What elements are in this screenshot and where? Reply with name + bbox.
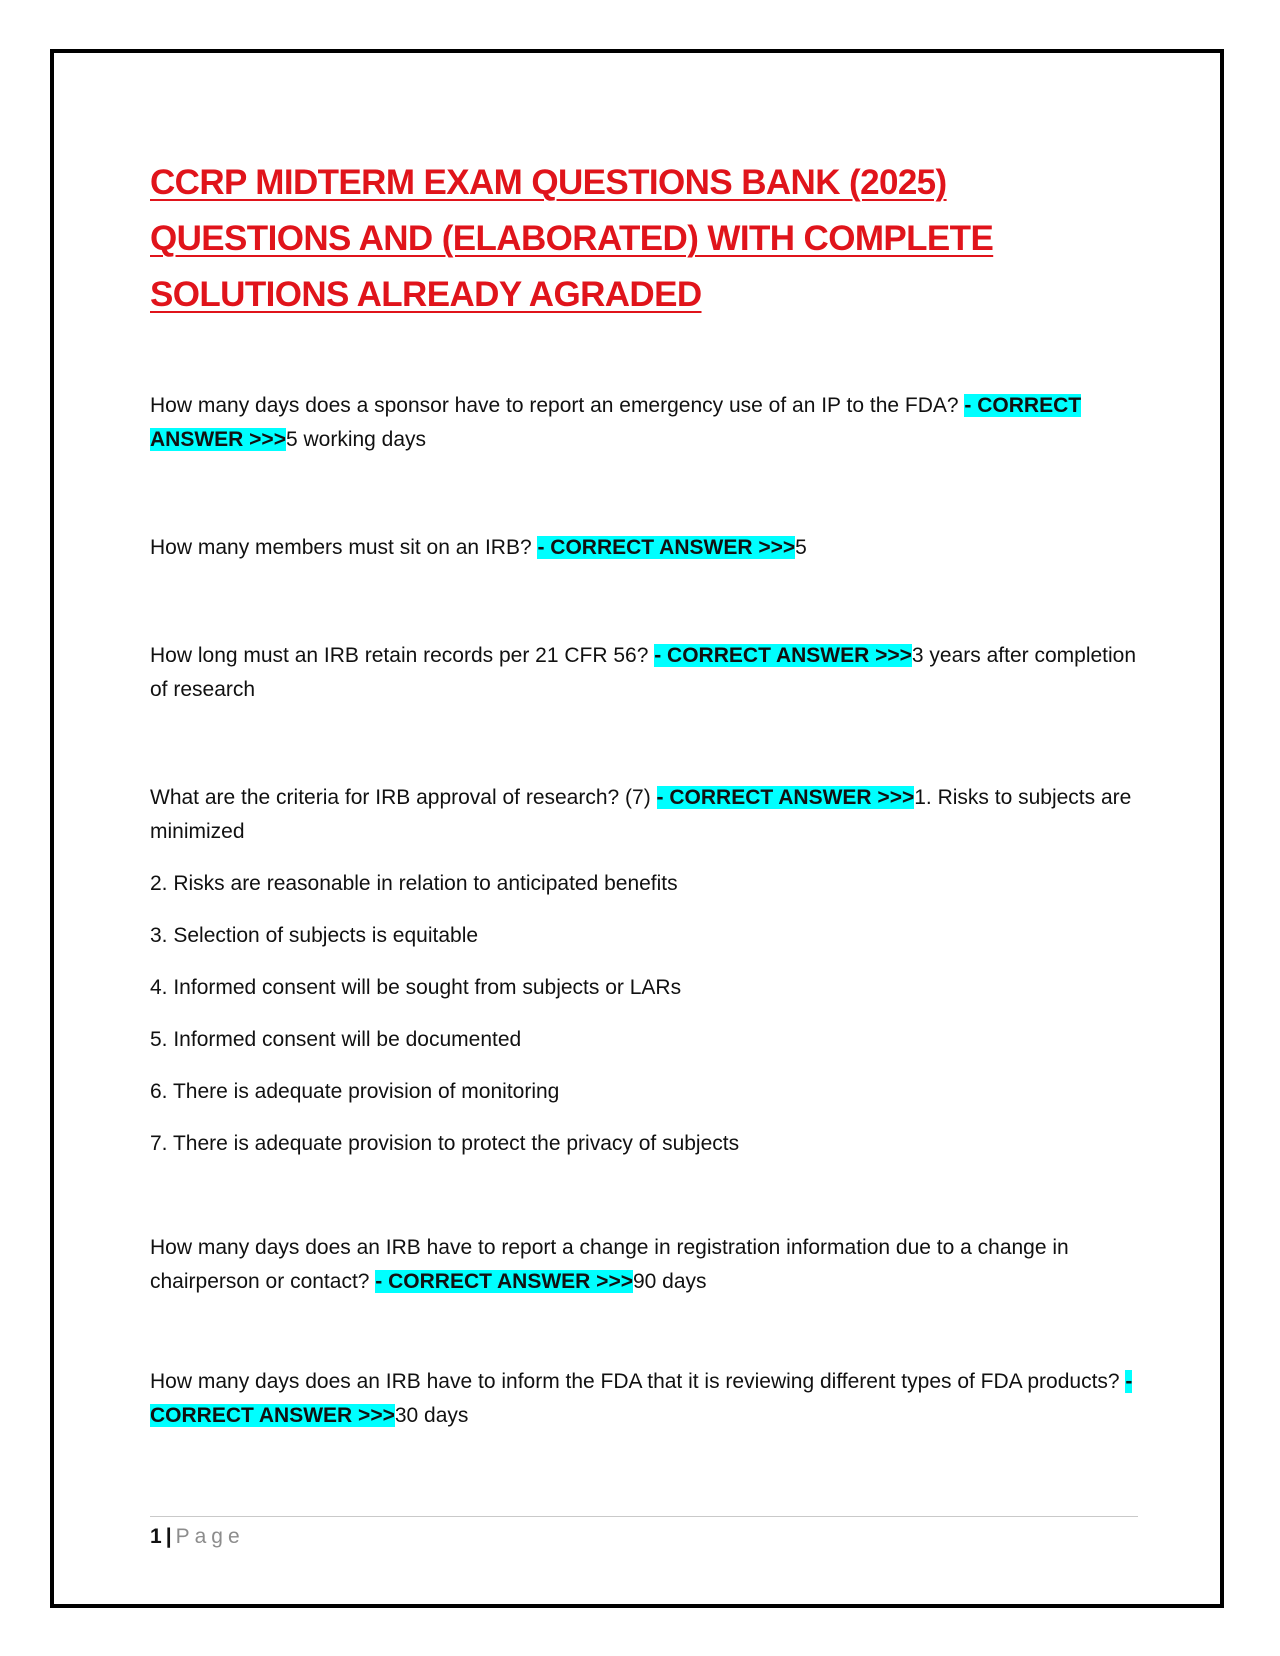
question-text: How many members must sit on an IRB? xyxy=(150,536,538,559)
qa-item-2 xyxy=(150,531,1140,565)
answer-text: 5 xyxy=(795,536,807,559)
answer-text: 30 days xyxy=(394,1404,469,1427)
answer-text: 1. Risks to subjects are minimized xyxy=(150,786,1132,843)
qa-item-6 xyxy=(150,1365,1140,1433)
qa-item-4 xyxy=(150,781,1140,849)
correct-answer-marker: - CORRECT ANSWER >>> xyxy=(150,394,1082,451)
title-line-3: SOLUTIONS ALREADY AGRADED xyxy=(150,275,702,314)
title-line-2: QUESTIONS AND (ELABORATED) WITH COMPLETE xyxy=(150,219,994,258)
title-line-1: CCRP MIDTERM EXAM QUESTIONS BANK (2025) xyxy=(150,163,947,202)
answer-text: 5 working days xyxy=(285,428,427,451)
criteria-item: 2. Risks are reasonable in relation to anticipated benefits xyxy=(150,872,678,895)
footer-separator: | xyxy=(165,1525,172,1548)
correct-answer-marker: - CORRECT ANSWER >>> xyxy=(375,1270,633,1293)
page-label: Page xyxy=(175,1525,245,1548)
question-text: How many days does a sponsor have to report an emergency use of an IP to the FDA? xyxy=(150,394,965,417)
qa-item-1 xyxy=(150,389,1140,457)
criteria-list xyxy=(150,867,1140,1161)
question-text: How long must an IRB retain records per 21 CFR 56? xyxy=(150,644,655,667)
document-body xyxy=(150,155,1140,1433)
correct-answer-marker: - CORRECT ANSWER >>> xyxy=(150,1370,1133,1427)
answer-text: 3 years after completion of research xyxy=(150,644,1137,701)
criteria-item: 3. Selection of subjects is equitable xyxy=(150,924,479,947)
page-number: 1 xyxy=(150,1525,162,1548)
question-text: How many days does an IRB have to report a change in registration information due to a change in chairperson or contact? xyxy=(150,1236,1069,1293)
question-text: How many days does an IRB have to inform the FDA that it is reviewing different types of FDA products? xyxy=(150,1370,1126,1393)
qa-item-5 xyxy=(150,1231,1140,1299)
criteria-item: 6. There is adequate provision of monitoring xyxy=(150,1080,560,1103)
question-text: What are the criteria for IRB approval of research? (7) xyxy=(150,786,657,809)
correct-answer-marker: - CORRECT ANSWER >>> xyxy=(656,786,915,809)
page-footer xyxy=(150,1516,1138,1551)
correct-answer-marker: - CORRECT ANSWER >>> xyxy=(654,644,912,667)
qa-item-3 xyxy=(150,639,1140,707)
criteria-item: 5. Informed consent will be documented xyxy=(150,1028,522,1051)
criteria-item: 7. There is adequate provision to protect the privacy of subjects xyxy=(150,1132,740,1155)
correct-answer-marker: - CORRECT ANSWER >>> xyxy=(537,536,796,559)
answer-text: 90 days xyxy=(632,1270,707,1293)
document-title xyxy=(150,155,1140,323)
criteria-item: 4. Informed consent will be sought from subjects or LARs xyxy=(150,976,682,999)
